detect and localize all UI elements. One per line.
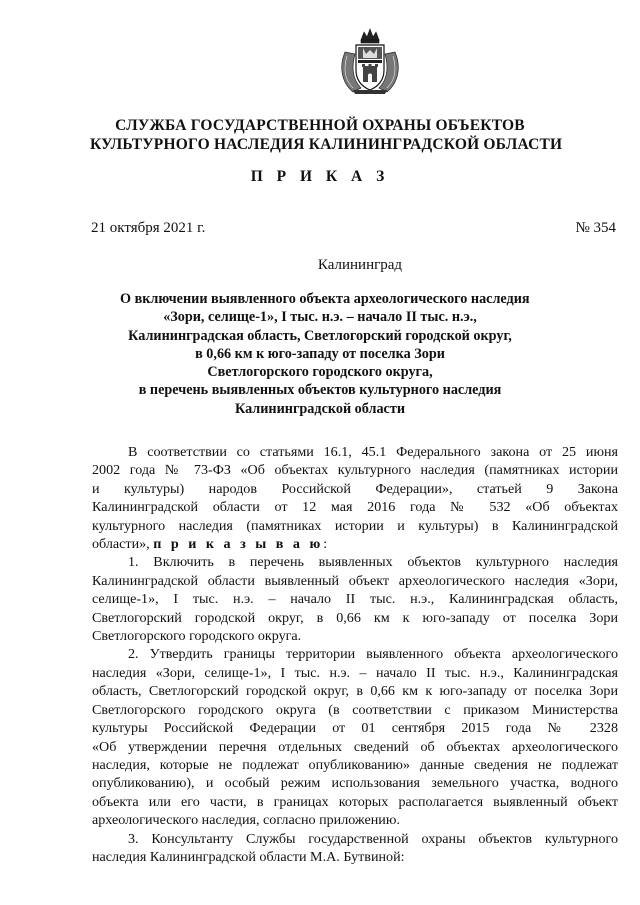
agency-name xyxy=(90,116,563,154)
agency-line-1: СЛУЖБА ГОСУДАРСТВЕННОЙ ОХРАНЫ ОБЪЕКТОВ xyxy=(115,117,525,134)
text-line: культуры Российской Федерации от 01 сентября 2015 года № 2328 xyxy=(92,720,618,737)
text-line: селище-1», I тыс. н.э. – начало II тыс. н.э., Калининградская область, xyxy=(92,591,618,608)
text-line: и культуры) народов Российской Федерации», статьей 9 Закона xyxy=(92,480,618,497)
text-line: Калининградской области выявленный объект археологического наследия «Зори, xyxy=(92,572,618,589)
subject-line: О включении выявленного объекта археологического наследия xyxy=(120,291,530,307)
order-date: 21 октября 2021 г. xyxy=(91,220,206,236)
preamble-last-fragment: области», xyxy=(92,536,150,553)
city-name: Калининград xyxy=(317,257,403,273)
text-line: опубликованию), и особый режим использования земельного участка, водного xyxy=(92,775,618,792)
text-line: объекта или его части, в границах которых располагается выявленный объект xyxy=(92,793,618,810)
text-line: 1. Включить в перечень выявленных объектов культурного наследия xyxy=(128,554,618,571)
order-word: п р и к а з ы в а ю xyxy=(153,536,324,553)
subject-line: Калининградской области xyxy=(234,400,405,417)
text-line: Светлогорский городской округ, в 0,66 км к юго-западу от поселка Зори xyxy=(92,609,618,626)
text-line: 2002 года № 73-ФЗ «Об объектах культурного наследия (памятниках истории xyxy=(92,462,618,479)
text-line: Светлогорского городского округа. xyxy=(92,628,302,645)
order-subject xyxy=(120,290,530,418)
text-line: наследия Калининградской области М.А. Бутвиной: xyxy=(92,848,405,865)
subject-line: «Зори, селище-1», I тыс. н.э. – начало II тыс. н.э., xyxy=(163,309,477,326)
document-type: П Р И К А З xyxy=(250,168,390,185)
item-1-paragraph xyxy=(92,553,618,645)
text-line: «Об утверждении перечня отдельных сведений об объектах археологического xyxy=(92,738,618,755)
subject-line: Светлогорского городского округа, xyxy=(207,364,433,381)
item-3-paragraph xyxy=(92,830,618,867)
order-number: № 354 xyxy=(575,220,616,236)
subject-line: Калининградская область, Светлогорский городской округ, xyxy=(128,327,512,344)
text-line: наследия, которые не подлежат опубликованию» данные сведения не подлежат xyxy=(92,756,618,773)
text-line: археологического наследия, согласно приложению. xyxy=(92,812,400,829)
text-line xyxy=(92,535,618,553)
text-line: наследия «Зори, селище-1», I тыс. н.э. – начало II тыс. н.э., Калининградская xyxy=(92,664,618,681)
text-line: В соответствии со статьями 16.1, 45.1 Федерального закона от 25 июня xyxy=(128,444,618,460)
text-line: область, Светлогорский городской округ, в 0,66 км к юго-западу от поселка Зори xyxy=(92,683,618,700)
text-line: 2. Утвердить границы территории выявленного объекта археологического xyxy=(128,646,618,663)
item-2-paragraph xyxy=(92,645,618,829)
order-body xyxy=(92,443,618,866)
preamble-paragraph xyxy=(92,443,618,553)
text-line: культурного наследия (памятниках истории и культуры) в Калининградской xyxy=(92,517,618,534)
text-line: Светлогорского городского округа (в соответствии с приказом Министерства xyxy=(92,701,618,718)
subject-line: в 0,66 км к юго-западу от поселка Зори xyxy=(195,345,445,362)
coat-of-arms-emblem xyxy=(331,26,409,96)
text-line: 3. Консультанту Службы государственной охраны объектов культурного xyxy=(128,830,618,847)
subject-line: в перечень выявленных объектов культурного наследия xyxy=(138,382,502,399)
text-line: Калининградской области от 12 мая 2016 года № 532 «Об объектах xyxy=(92,499,618,516)
agency-line-2: КУЛЬТУРНОГО НАСЛЕДИЯ КАЛИНИНГРАДСКОЙ ОБЛАСТИ xyxy=(90,136,563,153)
order-colon: : xyxy=(323,536,328,553)
